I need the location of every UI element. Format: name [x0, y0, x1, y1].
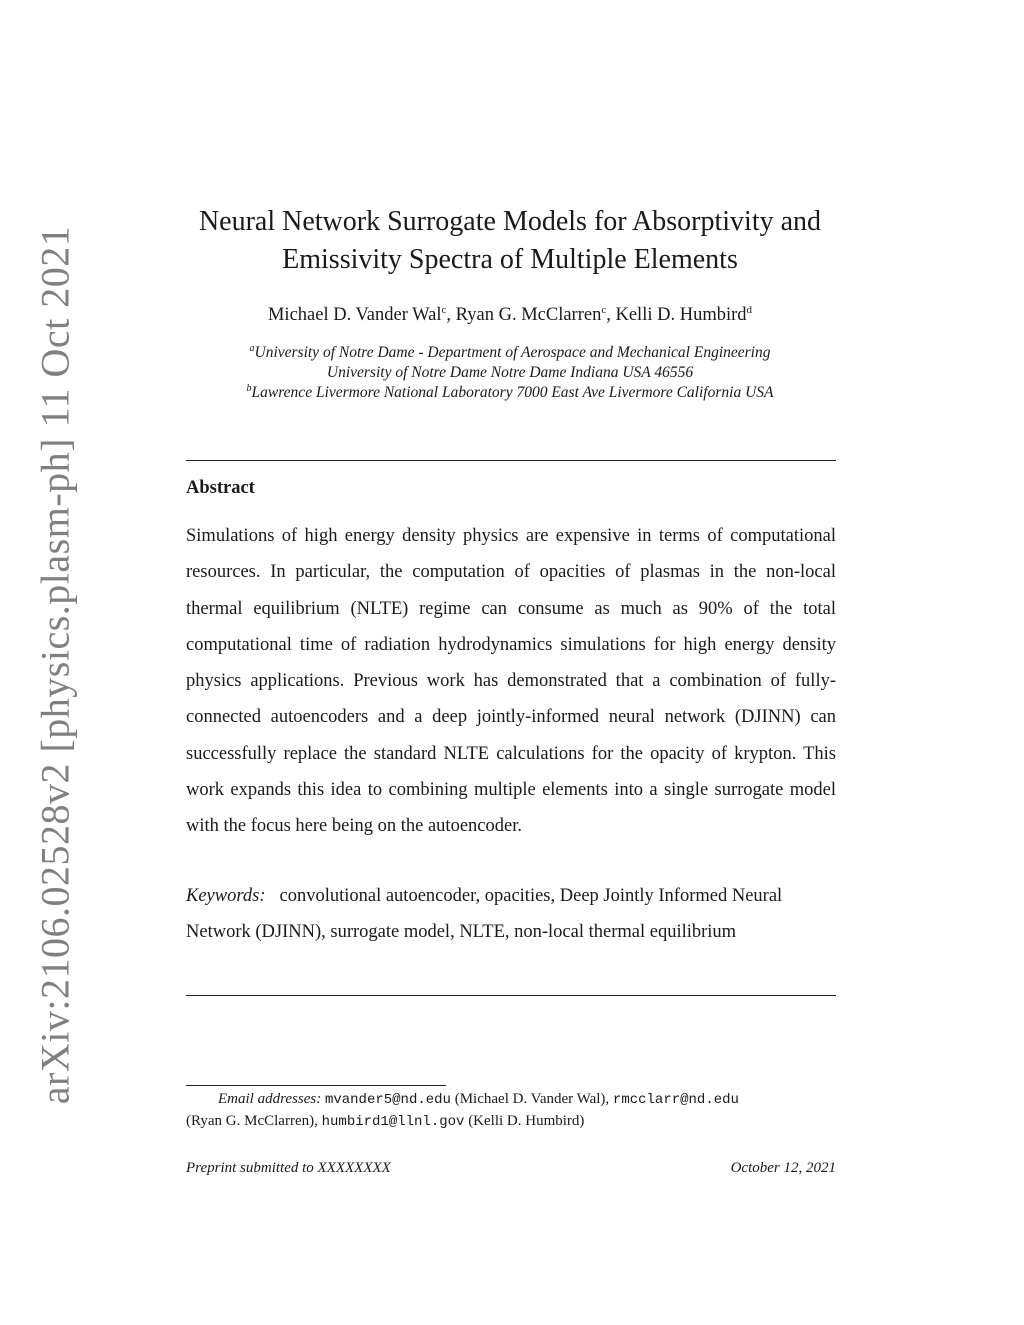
preprint-note: Preprint submitted to XXXXXXXX	[186, 1160, 391, 1176]
footnote-rule	[186, 1085, 446, 1086]
paper-title	[150, 203, 870, 279]
keywords	[186, 878, 816, 951]
abstract-text: Simulations of high energy density physics are expensive in terms of computational resources. In particular, the computation of opacities of plasmas in the non-local thermal equilibrium (NLTE) regime can consume as much as 90% of the total computational time of radiation hydrodynamics simulations for high energy density physics applications. Previous work has demonstrated that a combination of fully-connected autoencoders and a deep jointly-informed neural network (DJINN) can successfully replace the standard NLTE calculations for the opacity of krypton. This work expands this idea to combining multiple elements into a single surrogate model with the focus here being on the autoencoder.	[186, 526, 836, 837]
arxiv-identifier: arXiv:2106.02528v2 [physics.plasm-ph] 11 Oct 2021	[32, 225, 78, 1105]
title-line-2: Emissivity Spectra of Multiple Elements	[282, 244, 738, 275]
email-footnote	[186, 1089, 836, 1133]
affiliation-b	[150, 383, 870, 403]
email-owner: (Michael D. Vander Wal),	[454, 1091, 610, 1107]
email-owner: (Kelli D. Humbird)	[468, 1113, 585, 1129]
author-affil-mark: d	[746, 303, 753, 316]
keywords-text: convolutional autoencoder, opacities, Deep Jointly Informed Neural Network (DJINN), surrogate model, NLTE, non-local thermal equilibrium	[186, 886, 783, 943]
footnote-label: Email addresses:	[218, 1091, 322, 1107]
email-link[interactable]: humbird1@llnl.gov	[321, 1114, 465, 1130]
affiliation-a	[150, 343, 870, 363]
email-owner: (Ryan G. McClarren),	[186, 1113, 318, 1129]
affiliations	[150, 343, 870, 403]
affiliation-text: Lawrence Livermore National Laboratory 7000 East Ave Livermore California USA	[251, 384, 774, 401]
abstract-top-rule	[186, 460, 836, 461]
affiliation-a-address: University of Notre Dame Notre Dame Indiana USA 46556	[326, 364, 694, 381]
affiliation-mark: a	[249, 342, 255, 354]
author-name: Ryan G. McClarren	[455, 305, 602, 325]
email-link[interactable]: mvander5@nd.edu	[324, 1092, 451, 1108]
title-line-1: Neural Network Surrogate Models for Absorptivity and	[198, 206, 822, 237]
affiliation-mark: b	[246, 382, 252, 394]
abstract-heading: Abstract	[186, 478, 255, 498]
author-affil-mark: c	[601, 303, 607, 316]
abstract-bottom-rule	[186, 995, 836, 996]
author-affil-mark: c	[441, 303, 447, 316]
preprint-date: October 12, 2021	[730, 1160, 836, 1176]
keywords-label: Keywords:	[186, 886, 266, 906]
author-name: Kelli D. Humbird	[615, 305, 747, 325]
author-list: Michael D. Vander Wal$^c$, Ryan G. McClarren$^c$, Kelli D. Humbird$^d$	[267, 303, 753, 325]
author-name: Michael D. Vander Wal	[267, 305, 442, 325]
affiliation-text: University of Notre Dame - Department of Aerospace and Mechanical Engineering	[254, 344, 771, 361]
email-link[interactable]: rmcclarr@nd.edu	[612, 1092, 739, 1108]
